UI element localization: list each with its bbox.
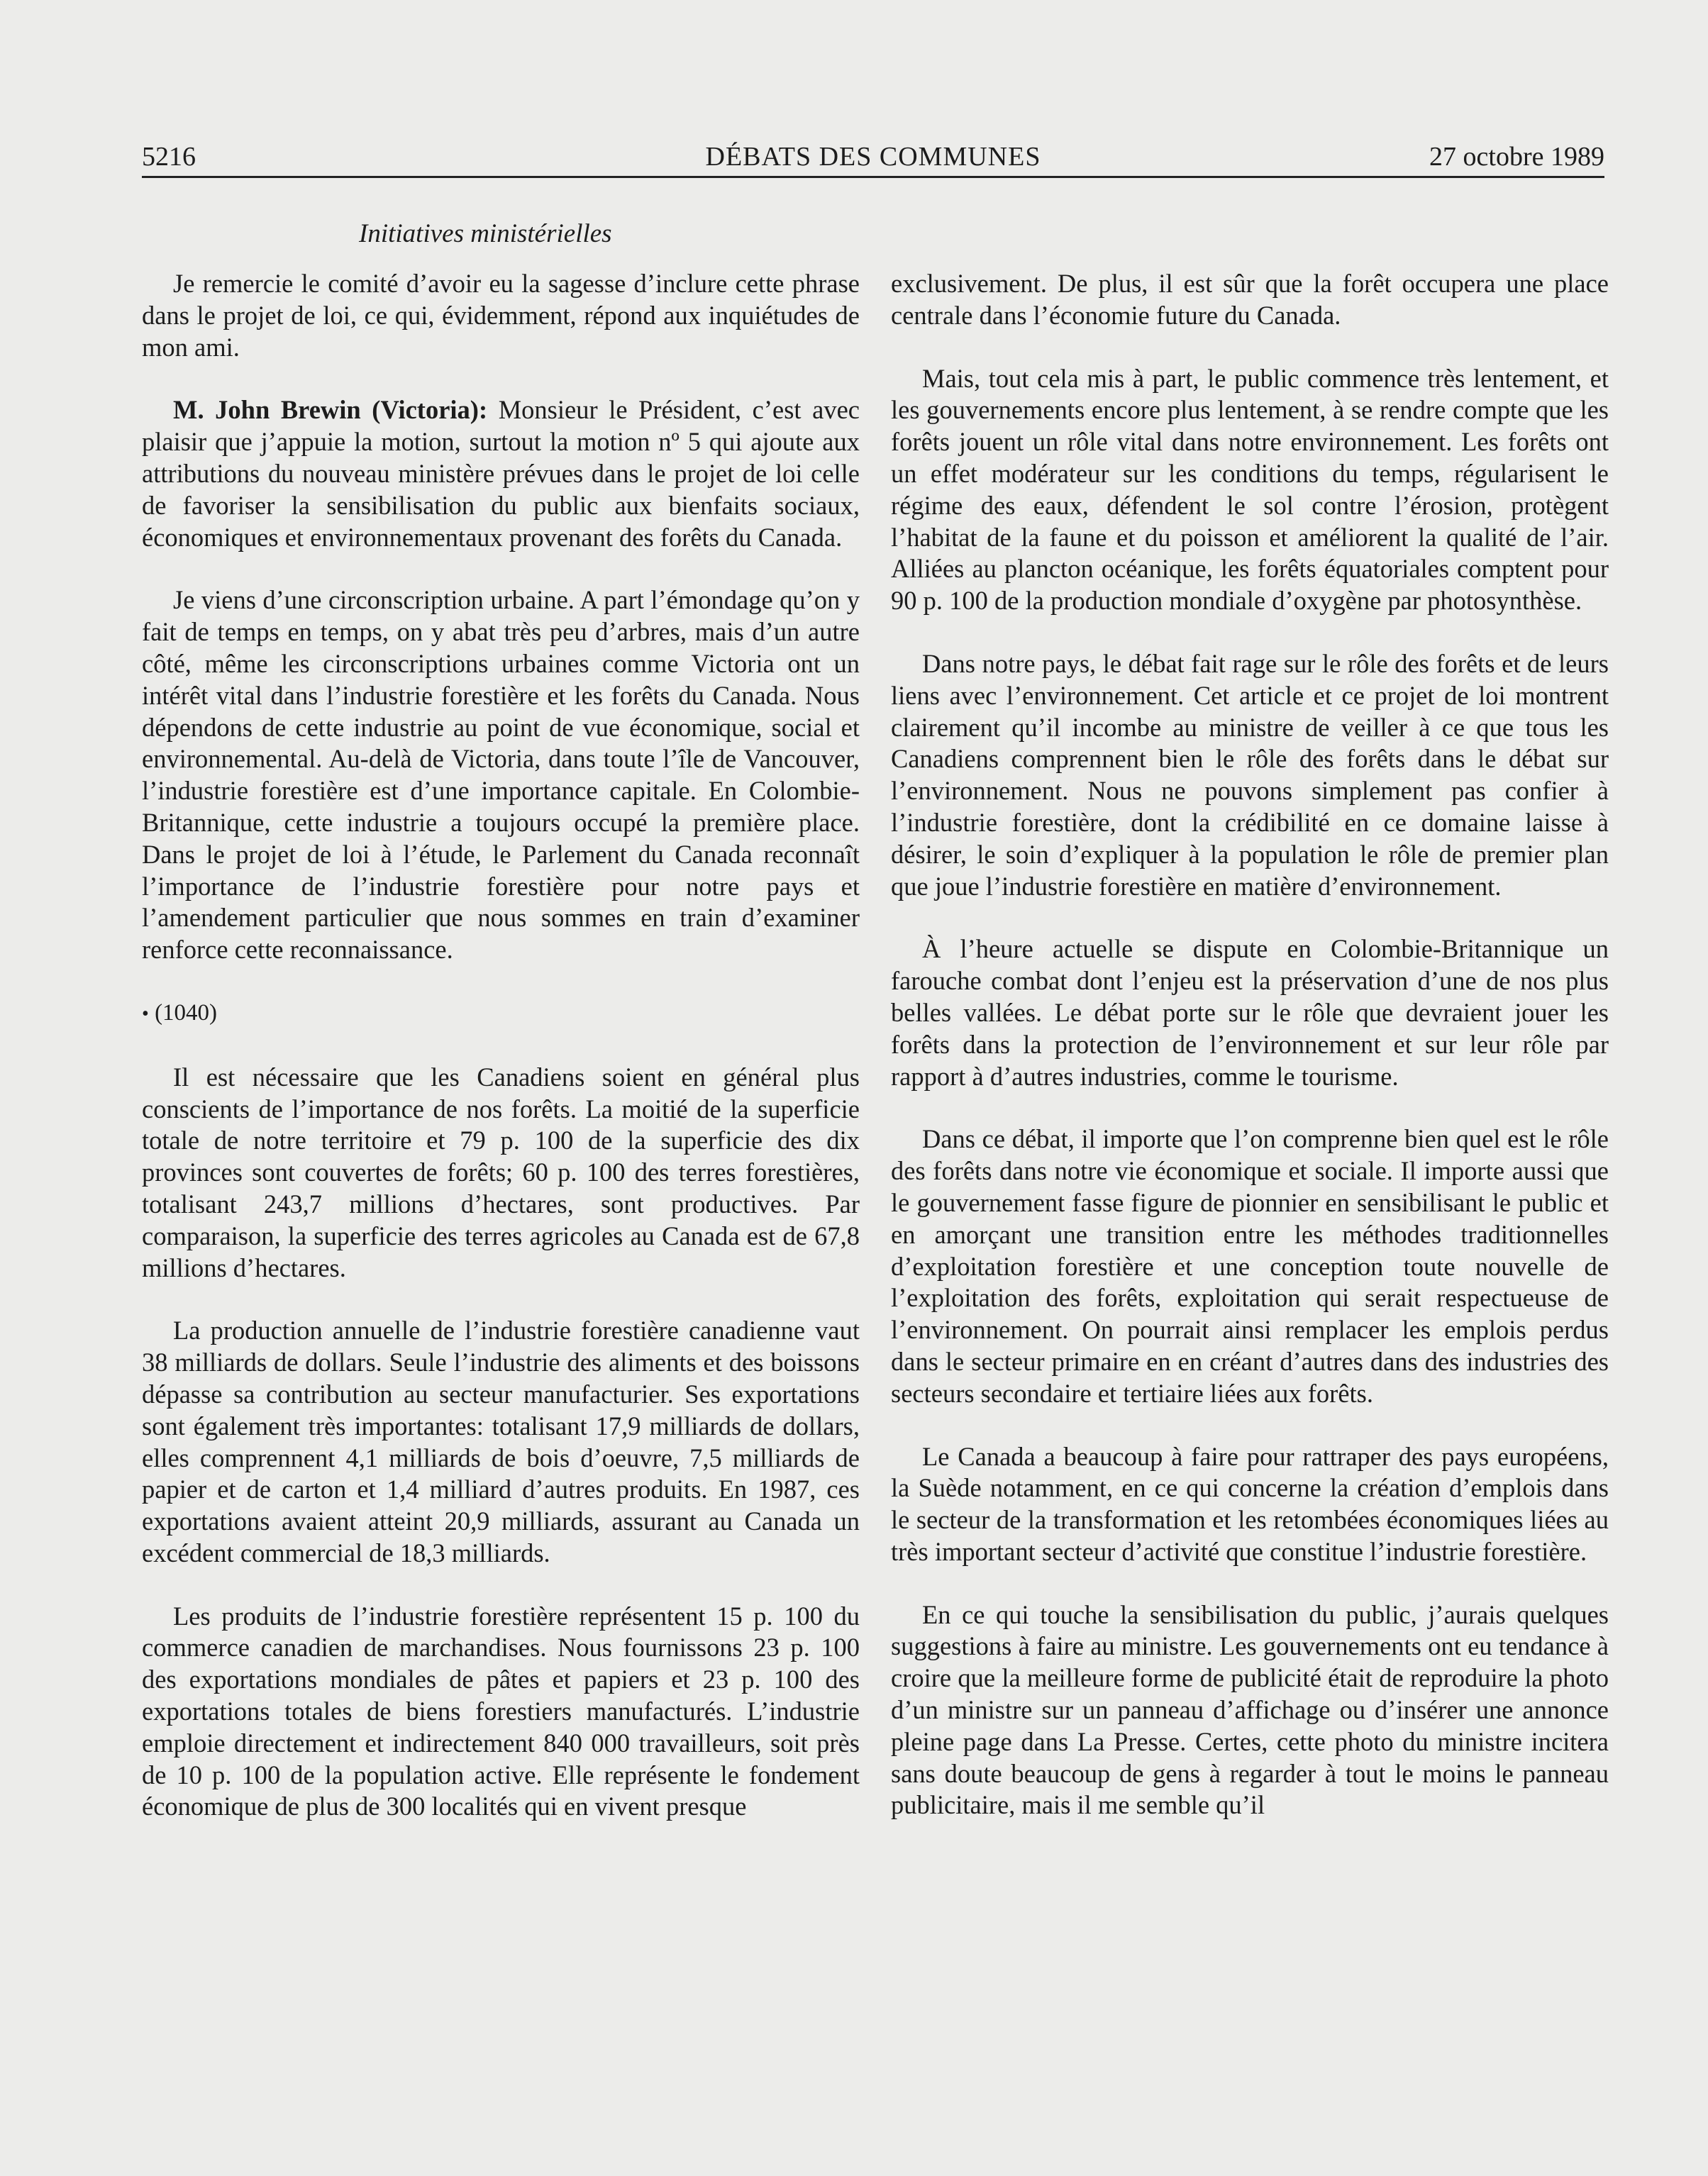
- bullet-icon: •: [142, 1002, 149, 1025]
- page-number: 5216: [142, 142, 196, 172]
- paragraph: Je remercie le comité d’avoir eu la sagesse d’inclure cette phrase dans le projet de loi, ce qui, évidemment, répond aux inquiétudes de mon ami.: [142, 269, 860, 362]
- speaker-paragraph: [142, 394, 860, 553]
- paragraph: En ce qui touche la sensibilisation du public, j’aurais quelques suggestions à faire au ministre. Les gouvernements ont eu tendance à croire que la meilleure forme de publicité était de reproduire la photo d’un ministre sur un panneau d’affichage ou d’insérer une annonce pleine page dans La Presse. Certes, cette photo du ministre incitera sans doute beaucoup de gens à regarder à tout le moins le panneau publicitaire, mais il me semble qu’il: [891, 1599, 1609, 1820]
- paragraph: La production annuelle de l’industrie forestière canadienne vaut 38 milliards de dollars. Seule l’industrie des aliments et des boissons dépasse sa contribution au secteur manufacturier. Ses exportations sont également très importantes: totalisant 17,9 milliards de dollars, elles comprennent 4,1 milliards de bois d’oeuvre, 7,5 milliards de papier et de carton et 1,4 milliard d’autres produits. En 1987, ces exportations avaient atteint 20,9 milliards, assurant au Canada un excédent commercial de 18,3 milliards.: [142, 1316, 860, 1567]
- paragraph: Je viens d’une circonscription urbaine. A part l’émondage qu’on y fait de temps en temps, on y abat très peu d’arbres, mais d’un autre côté, même les circonscriptions urbaines comme Victoria ont un intérêt vital dans l’industrie forestière et les forêts du Canada. Nous dépendons de cette industrie au point de vue économique, social et environnemental. Au-delà de Victoria, dans toute l’île de Vancouver, l’industrie forestière est d’une importance capitale. En Colombie-Britannique, cette industrie a toujours occupé la première place. Dans le projet de loi à l’étude, le Parlement du Canada reconnaît l’importance de l’industrie forestière pour notre pays et l’amendement particulier que nous sommes en train d’examiner renforce cette reconnaissance.: [142, 585, 860, 965]
- paragraph-continued: exclusivement. De plus, il est sûr que la forêt occupera une place centrale dans l’économie future du Canada.: [891, 269, 1609, 330]
- publication-title: DÉBATS DES COMMUNES: [705, 142, 1041, 172]
- speaker-name: M. John Brewin (Victoria):: [173, 395, 488, 425]
- page-header: [142, 139, 1604, 174]
- paragraph: Dans ce débat, il importe que l’on comprenne bien quel est le rôle des forêts dans notre vie économique et sociale. Il importe aussi que le gouvernement fasse figure de pionnier en sensibilisant le public et en amorçant une transition entre les méthodes traditionnelles d’exploitation forestière et une conception toute nouvelle de l’exploitation des forêts, exploitation qui serait respectueuse de l’environnement. On pourrait ainsi remplacer les emplois perdus dans le secteur primaire en en créant d’autres dans des industries des secteurs secondaire et tertiaire liées aux forêts.: [891, 1124, 1609, 1408]
- paragraph: Les produits de l’industrie forestière représentent 15 p. 100 du commerce canadien de marchandises. Nous fournissons 23 p. 100 des exportations mondiales de pâtes et papiers et 23 p. 100 des exportations totales de biens forestiers manufacturés. L’industrie emploie directement et indirectement 840 000 travailleurs, soit près de 10 p. 100 de la population active. Elle représente le fondement économique de plus de 300 localités qui en vivent presque: [142, 1601, 860, 1821]
- paragraph: Le Canada a beaucoup à faire pour rattraper des pays européens, la Suède notamment, en ce qui concerne la création d’emplois dans le secteur de la transformation et les retombées économiques liées au très important secteur d’activité que constitue l’industrie forestière.: [891, 1441, 1609, 1566]
- paragraph: À l’heure actuelle se dispute en Colombie-Britannique un farouche combat dont l’enjeu est la préservation d’une de nos plus belles vallées. Le débat porte sur le rôle que devraient jouer les forêts dans la protection de l’environnement et sur leur rôle par rapport à d’autres industries, comme le tourisme.: [891, 934, 1609, 1091]
- paragraph: Mais, tout cela mis à part, le public commence très lentement, et les gouvernements encore plus lentement, à se rendre compte que les forêts jouent un rôle vital dans notre environnement. Les forêts ont un effet modérateur sur les conditions du temps, régularisent le régime des eaux, défendent le sol contre l’érosion, protègent l’habitat de la faune et du poisson et améliorent la qualité de l’air. Alliées au plancton océanique, les forêts équatoriales comptent pour 90 p. 100 de la production mondiale d’oxygène par photosynthèse.: [891, 363, 1609, 616]
- publication-date: 27 octobre 1989: [1429, 142, 1604, 172]
- paragraph: Il est nécessaire que les Canadiens soient en général plus conscients de l’importance de nos forêts. La moitié de la superficie totale de notre territoire et 79 p. 100 de la superficie des dix provinces sont couvertes de forêts; 60 p. 100 des terres forestières, totalisant 243,7 millions d’hectares, sont productives. Par comparaison, la superficie des terres agricoles au Canada est de 67,8 millions d’hectares.: [142, 1062, 860, 1282]
- time-marker: [142, 997, 860, 1031]
- speaker-text: Monsieur le Président, c’est avec plaisir que j’appuie la motion, surtout la motion nº 5 qui ajoute aux attributions du nouveau ministère prévues dans le projet de loi celle de favoriser la sensibilisation du public aux bienfaits sociaux, économiques et environnementaux provenant des forêts du Canada.: [142, 395, 860, 552]
- header-rule: [142, 176, 1604, 178]
- paragraph: Dans notre pays, le débat fait rage sur le rôle des forêts et de leurs liens avec l’environnement. Cet article et ce projet de loi montrent clairement qu’il incombe au ministre de veiller à ce que tous les Canadiens comprennent bien le rôle des forêts dans le débat sur l’environnement. Nous ne pouvons simplement pas confier à l’industrie forestière, dont la crédibilité en ce domaine laisse à désirer, le soin d’expliquer à la population le rôle de premier plan que joue l’industrie forestière en matière d’environnement.: [891, 648, 1609, 901]
- left-column: [142, 268, 860, 1854]
- section-title: Initiatives ministérielles: [359, 219, 612, 248]
- time-marker-text: (1040): [155, 999, 218, 1026]
- right-column: [891, 268, 1609, 1853]
